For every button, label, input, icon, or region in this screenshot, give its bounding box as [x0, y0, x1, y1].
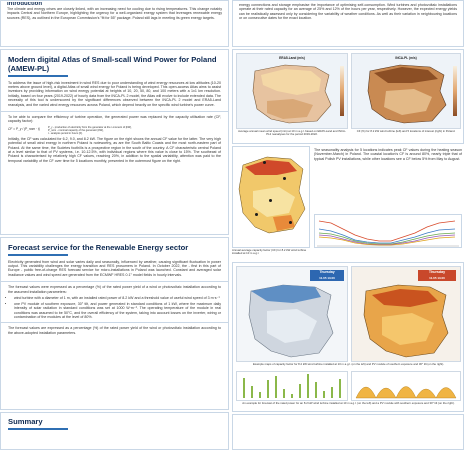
forecast-bar: [251, 386, 253, 398]
pv-forecast-chart: [351, 371, 461, 401]
forecast-bar: [259, 392, 261, 398]
intro-panel: [0, 0, 229, 47]
top-right-text: energy connections and storage emphasise the importance of optimising self-consumption. Wind turbines and photovoltaic installations operate at their rated capacity for an average of 25% and 12% of the hours per year, respectively. However, the expected energy yields can be realistically assessed only by considering the variability of weather conditions. As well as their variation in neighbouring locations or on consecutive dates for the exact location.: [239, 3, 457, 21]
intro-text: The climate and energy crises are closely linked, with an increasing need for cooling due to rising temperatures. This change notably impacts Central and Northern Europe, highlighting the urgency for a well-organized energy system that leverages renewable energy sources (RES), as outlined in the European Commission's "fit for 55" package. Poland still lags in meeting its green energy targets.: [7, 7, 222, 20]
divider: [1, 111, 228, 112]
formula-note: P_y - production of electricity from the generator at the i-moment of [kW],: [48, 125, 132, 129]
forecast-maps-panel: [232, 262, 464, 412]
forecast-bar: [243, 378, 245, 398]
location-marker: [263, 161, 266, 164]
atlas-paragraph-3: Initially, the CF was calculated for 6.2, 9.0, and 8.2 kW. The figure on the right shows the annual CF value for the latter. The very high potential of small wind energy in northern Poland is noteworthy, as are the South Baltic Coasts and the most north-eastern part of Poland. At the same time, the Sudetes foothills is a prospective region in the south of the country. A CF characteristic central Poland at a level similar to that of PV systems, i.e. 10-12.5%, with individual regions where this value is close to 15%. The southeast of Poland is characterised by relatively high CF values, reaching 20%, in addition to the spatial variability, attention was paid to the temporal variability of the CF over time for 5 locations monthly, presented in the outermost figure on the right.: [8, 136, 221, 163]
forecast-parameter-list: [14, 296, 221, 320]
heading-underline: [8, 428, 68, 430]
pv-forecast-map: [351, 266, 461, 362]
inca-caption: CF (%) for 8.2 kW wind turbine (left) and 5 locations of interest (right) in Poland.: [356, 129, 456, 133]
wind-forecast-map-graphic: [237, 281, 348, 361]
forecast-heading: Forecast service for the Renewable Energy sector: [8, 243, 189, 252]
forecast-time: 11.05 13.00: [319, 275, 335, 280]
bottom-right-panel: [232, 414, 464, 450]
summary-heading: Summary: [8, 417, 43, 426]
inca-map-title: INCA-PL (m/s): [395, 56, 417, 60]
era5-map-title: ERA5-Land (m/s): [279, 56, 305, 60]
forecast-maps-caption: Example maps of capacity factor for 8.2 kW wind turbine installed at 10 m a.g.l. (on the left) and PV module of southern exposure and 30° tilt (on the right).: [252, 362, 445, 366]
seasonality-text: The seasonality analysis for 5 locations indicates peak CF values during the heating season (November-March) in Poland. The coastal location's CF is around 80%, nearly triple that of typical Polish PV installations, while other locations see a CF below 5% from May to August.: [314, 148, 462, 161]
era5-caption: Average annual mean wind speed (m/s) at 10 m a.g.l. based on ERA5-Land and INCA-PL2 reanalyses for the period 2019-2022.: [238, 129, 346, 137]
summary-panel: [0, 412, 229, 450]
intro-heading: Introduction: [7, 2, 42, 6]
forecast-bar: [323, 391, 325, 398]
parameter-item: • wind turbine with a diameter of 1 m, with an installed rated power of 8.2 kW and a threshold value of useful wind speed of 3 m·s⁻¹: [14, 296, 221, 300]
forecast-bar: [315, 382, 317, 398]
location-marker: [289, 221, 292, 224]
pv-forecast-chart-graphic: [352, 372, 460, 400]
pv-forecast-timestamp: [418, 270, 456, 281]
pv-forecast-map-graphic: [352, 281, 461, 361]
inca-map: [351, 53, 461, 129]
wind-maps-panel: [232, 49, 464, 144]
atlas-paragraph-2: To be able to compare the efficiency of turbine operation, the generated power was replaced by the capacity utilisation rate (CF, capacity factor):: [8, 114, 221, 124]
location-marker: [283, 177, 286, 180]
inca-map-graphic: [352, 61, 461, 129]
atlas-heading: Modern digital Atlas of Small-scall Wind Power for Poland (AMEW-PL): [8, 55, 217, 73]
forecast-time: 11.05 13.00: [429, 275, 445, 280]
atlas-panel: [0, 49, 229, 235]
atlas-paragraph-1: To address the issue of high-risk investment in wind RES due to poor understanding of wind energy resources at low altitudes (10-20 meters above ground level), a digital Atlas of small wind energy for Poland is being developed. This open-access Atlas aims to assist investors by providing information on wind energy potential at heights of 10, 20, 50, 80, and 100 meters with a 1x1 km resolution. Initially, based on four years (2019-2022) of hourly data from the INCA-PL 2 model, the Atlas will evolve to include extended data. The necessity of this tool is underscored by the significant differences observed between the INCA-PL 2 model and ERA5-Land reanalysis, and the varied wind energy resources across Poland, which depend heavily on the specific wind turbine's power curve.: [8, 80, 221, 107]
seasonality-block: [314, 148, 462, 212]
era5-legend: [340, 66, 344, 116]
formula-notes: [48, 126, 132, 135]
forecast-day: Thursday: [319, 270, 335, 274]
seasonality-chart-caption: Annual average capacity factor (CF) for 8.2 kW wind turbine installed at 10 m a.g.l.: [232, 248, 307, 256]
formula: CF = P_y / (P_nom · t): [8, 127, 40, 132]
forecast-paragraph-2: The forecast values were expressed as a percentage (%) of the rated power yield of a wind or photovoltaic installation according to the assumed installation parameters:: [8, 285, 221, 294]
cf-map: [232, 146, 310, 248]
era5-map-graphic: [237, 61, 348, 129]
wind-forecast-chart: [236, 371, 348, 401]
seasonality-chart-graphic: [315, 215, 461, 247]
location-marker: [269, 199, 272, 202]
forecast-panel: [0, 237, 229, 410]
forecast-bar: [331, 387, 333, 398]
formula-note: t - analysis period in hours [h].: [48, 131, 83, 135]
cf-map-graphic: [233, 151, 310, 239]
formula-row: [8, 126, 221, 135]
heading-underline: [8, 254, 68, 256]
forecast-bar: [291, 394, 293, 398]
era5-map: [236, 53, 348, 129]
seasonality-chart: [314, 214, 462, 248]
divider: [1, 281, 228, 282]
wind-forecast-map: [236, 266, 348, 362]
heading-underline: [8, 75, 68, 77]
forecast-bar: [283, 389, 285, 398]
forecast-paragraph-3: The forecast values are expressed as a percentage (%) of the rated power yield of the wind or photovoltaic installation according to the above-adopted installation parameters.: [8, 326, 221, 335]
forecast-bar: [275, 376, 277, 398]
parameter-item: • one PV module of southern exposure, 30° tilt, and power generated in standard conditions of 1 kW, where the maximum daily intensity of solar radiation in standard conditions was set at 1000 W·m⁻². The operating temperature of the module in real conditions was assumed to be 50°C, and the overall efficiency of the system, taking into account losses on the inverter, wiring or contamination of the modules at the level of 80%.: [14, 302, 221, 320]
forecast-chart-caption: An example for forecast of the rated power for an 8.2 kW wind turbine installed at 10 m a.g.l. (on the left) and a PV module with southern exposure and 30° tilt (on the right).: [242, 401, 455, 405]
forecast-chart-bars: [239, 374, 345, 398]
wind-forecast-timestamp: [310, 270, 344, 281]
forecast-bar: [267, 380, 269, 398]
forecast-paragraph-1: Electricity generated from wind and solar varies daily and seasonally, influenced by weather, causing significant fluctuation in power output. This variability challenges the energy transition and RES prosumers in Poland. In October 2022, the - first in this part of Europe - public free-of-charge RES forecast service for micro-installations in Poland was launched. Constant and averaged solar irradiance values and wind speed are generated from the ECMWF HRES 0.1° model fields in hourly intervals.: [8, 259, 221, 277]
forecast-bar: [339, 379, 341, 398]
inca-legend: [453, 66, 457, 116]
forecast-bar: [299, 384, 301, 398]
location-marker: [255, 213, 258, 216]
forecast-day: Thursday: [428, 270, 446, 274]
divider: [1, 322, 228, 323]
forecast-bar: [307, 374, 309, 398]
top-right-panel: [232, 0, 464, 47]
formula-note: P_nom - nominal capacity of the generator [kW],: [48, 128, 104, 132]
